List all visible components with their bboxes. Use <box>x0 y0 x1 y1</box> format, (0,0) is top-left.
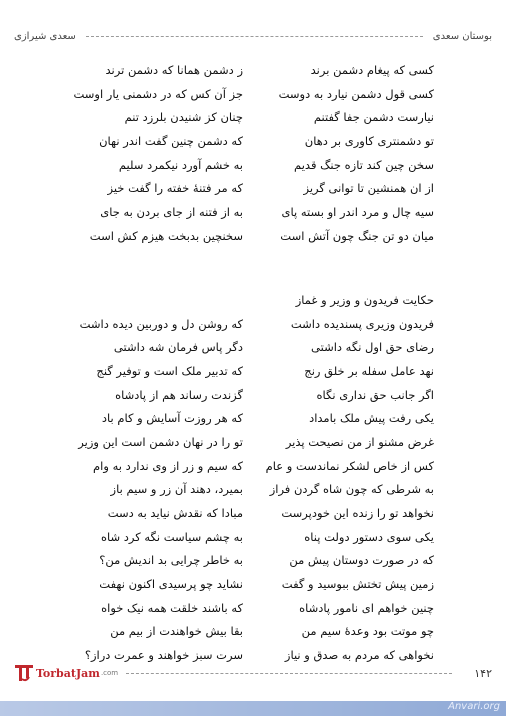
second-hemistich: به خشم آورد نیکمرد سلیم <box>118 157 243 172</box>
first-hemistich: یکی رفت پیش ملک بامداد <box>309 411 434 426</box>
second-hemistich: ز دشمن همانا که دشمن ترند <box>105 62 243 77</box>
first-hemistich: سیه چال و مرد اندر او بسته پای <box>281 204 434 219</box>
verse-row <box>60 596 446 620</box>
first-hemistich: نهد عامل سفله بر خلق رنج <box>304 363 434 378</box>
verse-row <box>60 176 446 200</box>
verse-row <box>60 224 446 248</box>
first-hemistich: کسی که پیغام دشمن برند <box>310 62 434 77</box>
torbatjam-logo[interactable] <box>14 664 118 682</box>
first-hemistich: سخن چین کند تازه جنگ قدیم <box>294 157 434 172</box>
torbatjam-logo-icon <box>14 664 34 682</box>
first-hemistich: فریدون وزیری پسندیده داشت <box>290 316 434 331</box>
verse-row <box>60 312 446 336</box>
first-hemistich: میان دو تن جنگ چون آتش است <box>280 228 434 243</box>
first-hemistich: زمین پیش تختش ببوسید و گفت <box>281 577 434 592</box>
second-hemistich: سرت سبز خواهند و عمرت دراز؟ <box>84 648 243 663</box>
author-name: سعدی شیرازی <box>14 30 76 42</box>
first-hemistich: به شرطی که چون شاه گردن فراز <box>269 482 434 497</box>
verse-row <box>60 359 446 383</box>
first-hemistich: چو موتت بود وعدهٔ سیم من <box>301 624 434 639</box>
footer-divider <box>126 673 452 674</box>
second-hemistich: که تدبیر ملک است و توفیر گنج <box>96 363 243 378</box>
second-hemistich: که مر فتنهٔ خفته را گفت خیز <box>107 181 243 196</box>
page-header <box>14 28 492 44</box>
brand-name: TorbatJam <box>36 666 100 680</box>
second-hemistich: به خاطر چرایی بد اندیش من؟ <box>99 553 243 568</box>
second-hemistich: به چشم سیاست نگه کرد شاه <box>100 529 243 544</box>
second-hemistich: که دشمن چنین گفت اندر نهان <box>99 133 243 148</box>
second-hemistich: که سیم و زر از وی ندارد به وام <box>93 458 243 473</box>
first-hemistich: اگر جانب حق نداری نگاه <box>316 387 434 402</box>
first-hemistich: نخواهد تو را زنده این خودپرست <box>281 506 434 521</box>
verse-row <box>60 478 446 502</box>
book-title: بوستان سعدی <box>432 30 492 42</box>
verse-row <box>60 82 446 106</box>
poem-block-1 <box>60 58 446 248</box>
first-hemistich: یکی سوی دستور دولت پناه <box>304 529 434 544</box>
verse-row <box>60 58 446 82</box>
page-footer <box>14 660 492 686</box>
bottom-bar <box>0 701 506 716</box>
second-hemistich: گزندت رساند هم از پادشاه <box>115 387 243 402</box>
first-hemistich: که در صورت دوستان پیش من <box>289 553 434 568</box>
verse-row <box>60 454 446 478</box>
second-hemistich: که باشند خلقت همه نیک خواه <box>101 600 243 615</box>
second-hemistich: سخنچین بدبخت هیزم کش است <box>89 228 243 243</box>
second-hemistich: بمیرد، دهند آن زر و سیم باز <box>110 482 243 497</box>
first-hemistich: غرض مشنو از من نصیحت پذیر <box>285 434 434 449</box>
first-hemistich: نیارست دشمن جفا گفتنم <box>313 110 434 125</box>
story-title: حکایت فریدون و وزیر و غماز <box>295 292 434 307</box>
verse-row <box>60 620 446 644</box>
verse-row <box>60 129 446 153</box>
first-hemistich: از ان همنشین تا توانی گریز <box>303 181 434 196</box>
verse-row <box>60 501 446 525</box>
second-hemistich: که هر روزت آسایش و کام باد <box>101 411 243 426</box>
story-title-row <box>60 288 446 312</box>
verse-row <box>60 572 446 596</box>
verse-row <box>60 525 446 549</box>
second-hemistich: چنان کز شنیدن بلرزد تنم <box>124 110 243 125</box>
first-hemistich: کسی قول دشمن نیارد به دوست <box>278 86 434 101</box>
second-hemistich: نشاید چو پرسیدی اکنون نهفت <box>99 577 243 592</box>
first-hemistich: نخواهی که مردم به صدق و نیاز <box>284 648 434 663</box>
first-hemistich: رضای حق اول نگه داشتی <box>311 340 434 355</box>
verse-row <box>60 430 446 454</box>
verse-row <box>60 406 446 430</box>
brand-domain: .com <box>100 669 119 677</box>
second-hemistich: جز آن کس که در دشمنی یار اوست <box>73 86 243 101</box>
verse-row <box>60 153 446 177</box>
first-hemistich: تو دشمنتری کاوری بر دهان <box>304 133 434 148</box>
second-hemistich: که روشن دل و دوربین دیده داشت <box>79 316 243 331</box>
first-hemistich: چنین خواهم ای نامور پادشاه <box>299 600 434 615</box>
second-hemistich: به از فتنه از جای بردن به جای <box>100 204 243 219</box>
second-hemistich: تو را در نهان دشمن است این وزیر <box>78 434 243 449</box>
second-hemistich: مبادا که نقدش نیاید به دست <box>107 506 243 521</box>
header-divider <box>86 36 423 37</box>
poem-block-2 <box>60 288 446 667</box>
verse-row <box>60 105 446 129</box>
verse-row <box>60 335 446 359</box>
second-hemistich: بقا بیش خواهندت از بیم من <box>110 624 243 639</box>
first-hemistich: کس از خاص لشکر نماندست و عام <box>265 458 434 473</box>
verse-row <box>60 200 446 224</box>
verse-row <box>60 383 446 407</box>
page-number: ۱۴۲ <box>474 666 492 680</box>
watermark: Anvari.org <box>448 701 500 712</box>
verse-row <box>60 549 446 573</box>
second-hemistich: دگر پاس فرمان شه داشتی <box>113 340 243 355</box>
